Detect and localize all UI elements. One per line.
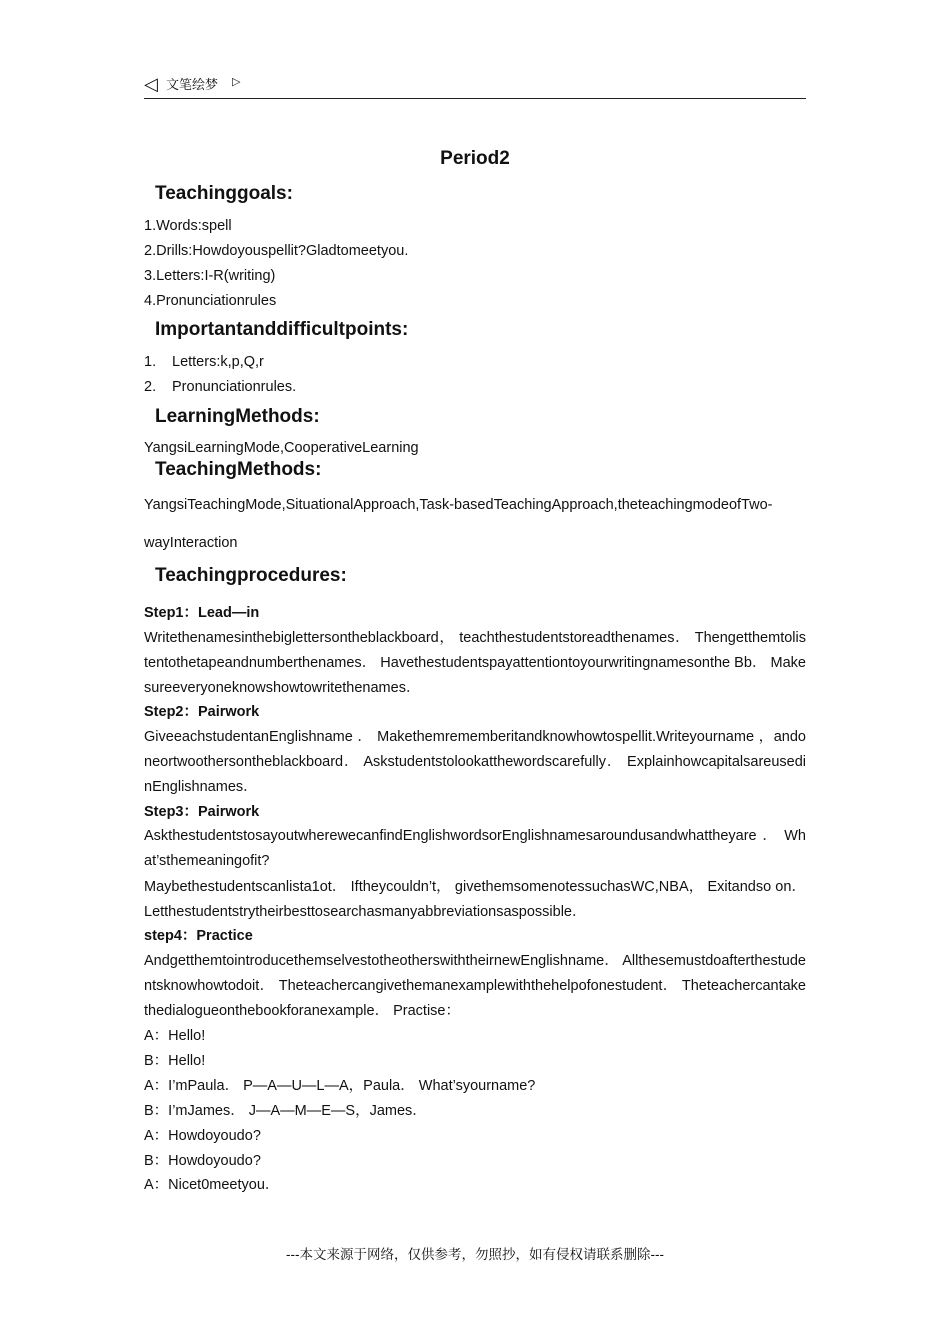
triangle-right-icon: ▷ (232, 76, 241, 88)
step-title: Step3：Pairwork (144, 804, 260, 820)
heading-learning-methods: LearningMethods: (155, 406, 320, 427)
step-title: Step2：Pairwork (144, 704, 260, 720)
header-brand: 文笔绘梦 (166, 77, 219, 92)
step-title: step4：Practice (144, 928, 253, 944)
goal-item: 2.Drills:Howdoyouspellit?Gladtomeetyou. (144, 243, 409, 259)
dialogue-line: B：Hello! (144, 1052, 206, 1069)
heading-important-points: Importantanddifficultpoints: (155, 319, 409, 340)
triangle-left-icon: ◁ (144, 74, 158, 94)
heading-teaching-procedures: Teachingprocedures: (155, 565, 347, 586)
point-text: Pronunciationrules. (172, 379, 297, 395)
heading-teaching-goals: Teachinggoals: (155, 183, 293, 204)
point-number: 2. (144, 379, 157, 395)
dialogue-line: A：Howdoyoudo? (144, 1127, 261, 1144)
goal-item: 1.Words:spell (144, 218, 232, 234)
page-title: Period2 (440, 148, 510, 169)
step-paragraph: Writethenamesinthebiglettersontheblackboard， teachthestudentstoreadthenames． Thengetthemtolistentothetapeandnumberthenames． Havethestudentspayattentiontoyourwritingnamesonthe Bb． Makesureeveryoneknowshowtowritethenames． (144, 630, 806, 696)
teaching-methods-text: YangsiTeachingMode,SituationalApproach,Task-basedTeachingApproach,theteachingmodeofTwo- (144, 497, 773, 513)
learning-methods-text: YangsiLearningMode,CooperativeLearning (144, 440, 419, 456)
page-footer: ---本文来源于网络，仅供参考，勿照抄，如有侵权请联系删除--- (286, 1247, 664, 1262)
goal-item: 4.Pronunciationrules (144, 293, 277, 309)
point-text: Letters:k,p,Q,r (172, 354, 264, 370)
point-item (144, 377, 296, 397)
point-item (144, 352, 264, 372)
dialogue-line: A：I’mPaula． P—A—U—L—A，Paula． What’syourname? (144, 1077, 536, 1094)
dialogue (144, 1024, 806, 1198)
heading-teaching-methods: TeachingMethods: (155, 459, 322, 480)
dialogue-line: B：I’mJames． J—A—M—E—S，James． (144, 1102, 427, 1119)
step-paragraph: GiveeachstudentanEnglishname ． Makethemrememberitandknowhowtospellit.Writeyourname ，andoneortwoothersontheblackboard． Askstudentstolookatthewordscarefully． ExplainhowcapitalsareusedinEnglishnames． (144, 729, 806, 795)
step-paragraph: Maybethestudentscanlista1ot． Iftheycouldn’t， givethemsomenotessuchasWC,NBA， Exitandso on． Letthestudentstrytheirbesttosearchasmanyabbreviationsaspossible． (144, 879, 806, 920)
dialogue-line: A：Hello! (144, 1028, 206, 1044)
dialogue-line: A：Nicet0meetyou． (144, 1177, 280, 1194)
page-header (144, 74, 806, 99)
step-paragraph: AndgetthemtointroducethemselvestotheotherswiththeirnewEnglishname． Allthesemustdoafterthestudentsknowhowtodoit． Theteachercangivethemanexamplewiththehelpofonestudent． Theteachercantakethedialogueonthebookforanexample． Practise： (144, 953, 806, 1019)
teaching-methods-text-cont: wayInteraction (144, 535, 238, 551)
step-paragraph: AskthestudentstosayoutwherewecanfindEnglishwordsorEnglishnamesaroundusandwhattheyare ． What’sthemeaningofit? (144, 828, 806, 869)
step-title: Step1：Lead—in (144, 605, 260, 621)
dialogue-line: B：Howdoyoudo? (144, 1152, 261, 1169)
goal-item: 3.Letters:I-R(writing) (144, 268, 276, 284)
point-number: 1. (144, 354, 157, 370)
